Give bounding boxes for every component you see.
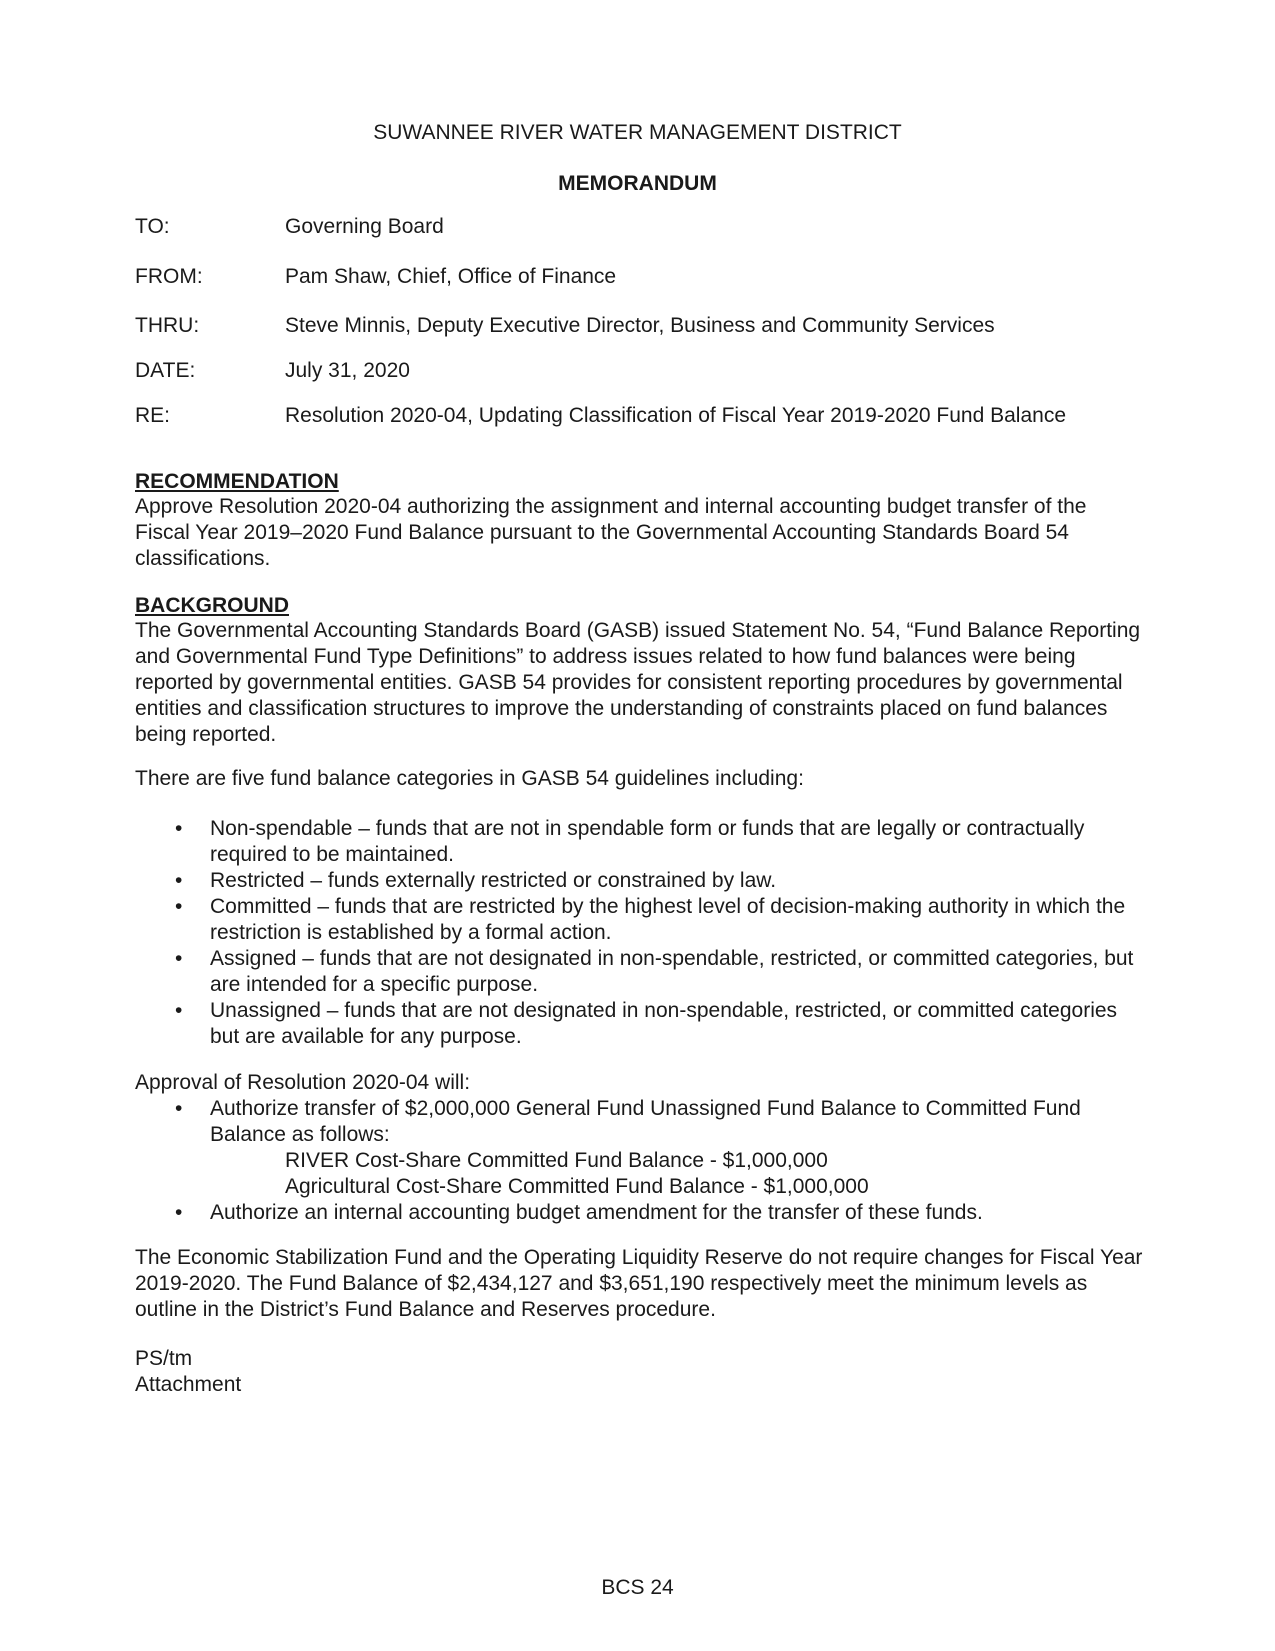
bullet-icon: •	[175, 817, 183, 840]
date-value: July 31, 2020	[285, 359, 410, 382]
category-text: Restricted – funds externally restricted or constrained by law.	[210, 869, 777, 892]
approval-list	[135, 1096, 1145, 1226]
category-text: Committed – funds that are restricted by the highest level of decision-making authority in which the restriction is established by a formal action.	[210, 895, 1126, 944]
list-item	[135, 1096, 1145, 1200]
header-to	[135, 214, 1145, 240]
list-item	[135, 894, 1145, 946]
agricultural-cost-share-line: Agricultural Cost-Share Committed Fund Balance - $1,000,000	[285, 1175, 869, 1198]
attachment-note: Attachment	[135, 1373, 242, 1396]
recommendation-heading: RECOMMENDATION	[135, 470, 339, 493]
bullet-icon: •	[175, 869, 183, 892]
river-cost-share-line: RIVER Cost-Share Committed Fund Balance - $1,000,000	[285, 1149, 828, 1172]
bullet-icon: •	[175, 1097, 183, 1120]
header-date	[135, 358, 1145, 384]
list-item	[135, 868, 1145, 894]
list-item	[135, 998, 1145, 1050]
to-label: TO:	[135, 215, 170, 238]
category-text: Assigned – funds that are not designated in non-spendable, restricted, or committed categories, but are intended for a specific purpose.	[210, 947, 1134, 996]
date-label: DATE:	[135, 359, 196, 382]
list-item	[135, 946, 1145, 998]
approval-item-text: Authorize an internal accounting budget amendment for the transfer of these funds.	[210, 1201, 983, 1224]
list-item	[135, 1200, 1145, 1226]
from-label: FROM:	[135, 265, 203, 288]
category-text: Unassigned – funds that are not designated in non-spendable, restricted, or committed categories but are available for any purpose.	[210, 999, 1118, 1048]
header-re	[135, 403, 1145, 429]
re-value: Resolution 2020-04, Updating Classification of Fiscal Year 2019-2020 Fund Balance	[285, 404, 1066, 427]
background-text: The Governmental Accounting Standards Board (GASB) issued Statement No. 54, “Fund Balance Reporting and Governmental Fund Type Definitions” to address issues related to how fund balances were being reported by governmental entities. GASB 54 provides for consistent reporting procedures by governmental entities and classification structures to improve the understanding of constraints placed on fund balances being reported.	[135, 619, 1141, 746]
page-label: BCS 24	[601, 1576, 674, 1599]
document-title: MEMORANDUM	[558, 172, 717, 195]
initials: PS/tm	[135, 1347, 193, 1370]
thru-label: THRU:	[135, 314, 200, 337]
approval-item-text: Authorize transfer of $2,000,000 General Fund Unassigned Fund Balance to Committed Fund Balance as follows:	[210, 1097, 1081, 1146]
agency-name: SUWANNEE RIVER WATER MANAGEMENT DISTRICT	[373, 121, 902, 144]
approval-intro: Approval of Resolution 2020-04 will:	[135, 1071, 471, 1094]
bullet-icon: •	[175, 895, 183, 918]
to-value: Governing Board	[285, 215, 444, 238]
header-from	[135, 264, 1145, 290]
recommendation-text: Approve Resolution 2020-04 authorizing the assignment and internal accounting budget transfer of the Fiscal Year 2019–2020 Fund Balance pursuant to the Governmental Accounting Standards Board 54 classifications.	[135, 495, 1087, 570]
re-label: RE:	[135, 404, 171, 427]
category-text: Non-spendable – funds that are not in spendable form or funds that are legally or contractually required to be maintained.	[210, 817, 1085, 866]
header-thru	[135, 313, 1145, 339]
from-value: Pam Shaw, Chief, Office of Finance	[285, 265, 617, 288]
bullet-icon: •	[175, 1201, 183, 1224]
fund-categories-list	[135, 816, 1145, 1050]
bullet-icon: •	[175, 947, 183, 970]
closing-paragraph: The Economic Stabilization Fund and the Operating Liquidity Reserve do not require changes for Fiscal Year 2019-2020. The Fund Balance of $2,434,127 and $3,651,190 respectively meet the minimum levels as outline in the District’s Fund Balance and Reserves procedure.	[135, 1246, 1143, 1321]
list-item	[135, 816, 1145, 868]
thru-value: Steve Minnis, Deputy Executive Director, Business and Community Services	[285, 314, 995, 337]
categories-intro: There are five fund balance categories in GASB 54 guidelines including:	[135, 767, 804, 790]
background-heading: BACKGROUND	[135, 594, 289, 617]
bullet-icon: •	[175, 999, 183, 1022]
